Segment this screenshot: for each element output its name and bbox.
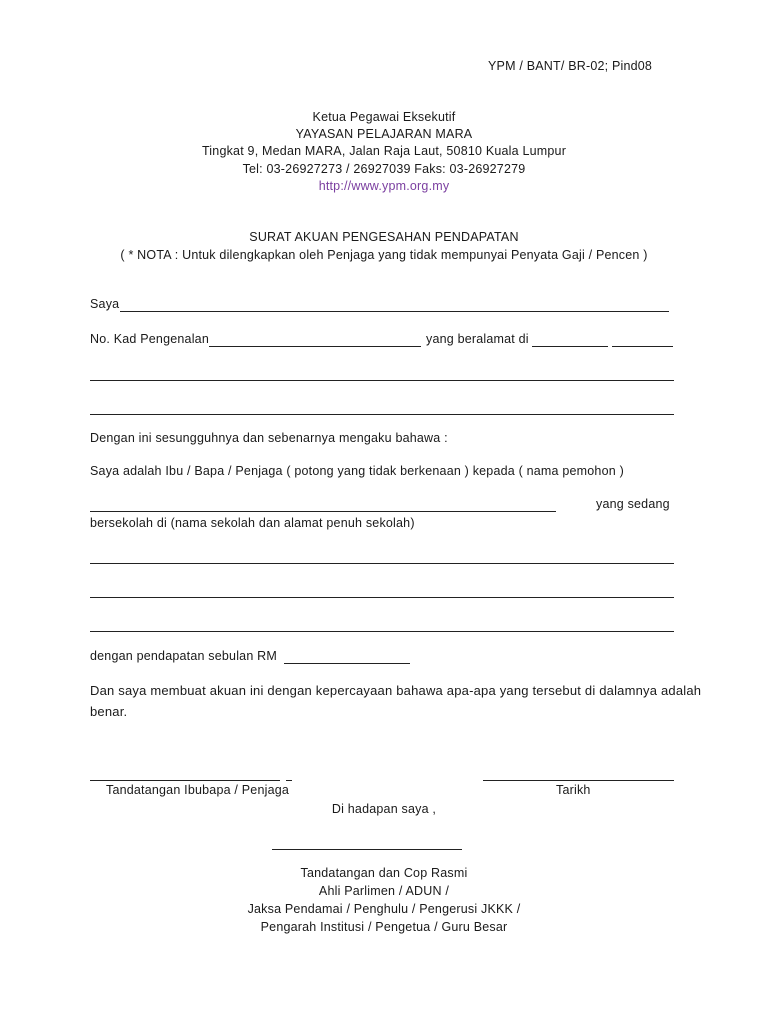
school-label: bersekolah di (nama sekolah dan alamat penuh sekolah)	[90, 516, 415, 530]
official-label-line-4: Pengarah Institusi / Pengetua / Guru Besar	[260, 920, 508, 934]
website-link[interactable]: http://www.ypm.org.my	[318, 179, 450, 193]
school-field-line-3[interactable]	[90, 631, 674, 632]
recipient-title: Ketua Pegawai Eksekutif	[312, 110, 456, 124]
witness-intro: Di hadapan saya ,	[331, 802, 437, 816]
address-field-line-4[interactable]	[90, 414, 674, 415]
official-label-line-1: Tandatangan dan Cop Rasmi	[300, 866, 468, 880]
address-field-line-1[interactable]	[532, 346, 608, 347]
school-field-line-2[interactable]	[90, 597, 674, 598]
applicant-name-line[interactable]	[90, 511, 556, 512]
form-title: SURAT AKUAN PENGESAHAN PENDAPATAN	[249, 230, 519, 244]
organization-address: Tingkat 9, Medan MARA, Jalan Raja Laut, 50810 Kuala Lumpur	[201, 144, 567, 158]
parent-signature-line[interactable]	[90, 780, 280, 781]
income-field-line[interactable]	[284, 663, 410, 664]
official-signature-line[interactable]	[272, 849, 462, 850]
name-field-line[interactable]	[120, 311, 669, 312]
parent-signature-label: Tandatangan Ibubapa / Penjaga	[106, 783, 290, 797]
organization-contact: Tel: 03-26927273 / 26927039 Faks: 03-26927279	[242, 162, 526, 176]
official-label-line-3: Jaksa Pendamai / Penghulu / Pengerusi JKKK /	[247, 902, 521, 916]
parent-signature-line-tail	[286, 780, 292, 781]
closing-statement-line-2: benar.	[90, 704, 128, 719]
address-field-line-2[interactable]	[612, 346, 673, 347]
reference-code: YPM / BANT/ BR-02; Pind08	[488, 59, 653, 73]
official-label-line-2: Ahli Parlimen / ADUN /	[318, 884, 450, 898]
organization-name: YAYASAN PELAJARAN MARA	[295, 127, 473, 141]
form-note: ( * NOTA : Untuk dilengkapkan oleh Penjaga yang tidak mempunyai Penyata Gaji / Pencen )	[120, 248, 648, 262]
income-label: dengan pendapatan sebulan RM	[90, 649, 277, 663]
ic-label: No. Kad Pengenalan	[90, 332, 209, 346]
address-field-line-3[interactable]	[90, 380, 674, 381]
closing-statement-line-1: Dan saya membuat akuan ini dengan kepercayaan bahawa apa-apa yang tersebut di dalamnya adalah	[90, 683, 702, 698]
saya-label: Saya	[90, 297, 120, 311]
studying-label: yang sedang	[596, 497, 670, 511]
ic-field-line[interactable]	[209, 346, 421, 347]
school-field-line-1[interactable]	[90, 563, 674, 564]
address-label: yang beralamat di	[426, 332, 529, 346]
declaration-text: Dengan ini sesungguhnya dan sebenarnya mengaku bahawa :	[90, 431, 448, 445]
relation-text: Saya adalah Ibu / Bapa / Penjaga ( potong yang tidak berkenaan ) kepada ( nama pemohon )	[90, 464, 624, 478]
date-label: Tarikh	[556, 783, 591, 797]
date-line[interactable]	[483, 780, 674, 781]
